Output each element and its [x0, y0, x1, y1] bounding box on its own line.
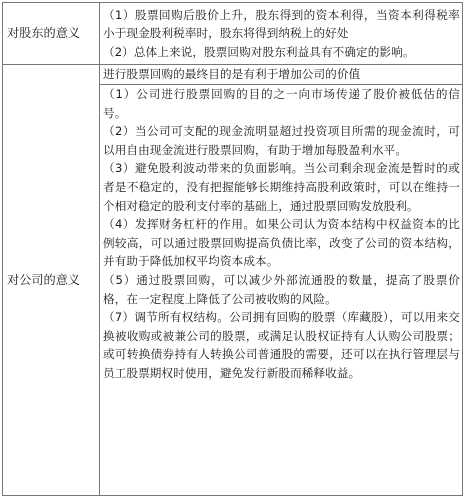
- shareholder-point-1: （1）股票回购后股价上升，股东得到的资本利得，当资本利得税率小于现金股利税率时，股东将得到纳税上的好处: [103, 7, 460, 41]
- company-headline: 进行股票回购的最终目的是有利于增加公司的价值: [103, 67, 361, 81]
- row-label-shareholders: 对股东的意义: [3, 3, 100, 65]
- company-point-4: （4）发挥财务杠杆的作用。如果公司认为资本结构中权益资本的比例较高，可以通过股票回购提高负债比率，改变了公司的资本结构，并有助于降低加权平均资本成本。: [103, 217, 460, 269]
- company-point-2: （2）当公司可支配的现金流明显超过投资项目所需的现金流时，可以用自由现金流进行股票回购，有助于增加每股盈利水平。: [103, 124, 460, 157]
- company-points: [100, 84, 462, 383]
- table-row-shareholders: [3, 3, 463, 65]
- row-content-company: [100, 65, 463, 496]
- company-point-7: （7）调节所有权结构。公司拥有回购的股票（库藏股），可以用来交换被收购或被兼公司的股票，或满足认股权证持有人认购公司股票；或可转换债券持有人转换公司普通股的需要，还可以在执行管理层与员工股票期权时使用，避免发行新股而稀释收益。: [103, 310, 460, 380]
- company-point-1: （1）公司进行股票回购的目的之一向市场传递了股价被低估的信号。: [103, 87, 460, 120]
- shareholder-point-2: （2）总体上来说，股票回购对股东利益具有不确定的影响。: [103, 44, 415, 59]
- share-repurchase-table: [2, 2, 463, 496]
- row-content-shareholders: [100, 3, 463, 65]
- table-row-company: [3, 65, 463, 496]
- company-point-5: （5）通过股票回购，可以减少外部流通股的数量，提高了股票价格，在一定程度上降低了公司被收购的风险。: [103, 272, 460, 306]
- row-label-company: 对公司的意义: [3, 65, 100, 496]
- company-point-3: （3）避免股利波动带来的负面影响。当公司剩余现金流是暂时的或者是不稳定的，没有把握能够长期维持高股利政策时，可以在维持一个相对稳定的股利支付率的基础上，通过股票回购发放股利。: [103, 161, 460, 213]
